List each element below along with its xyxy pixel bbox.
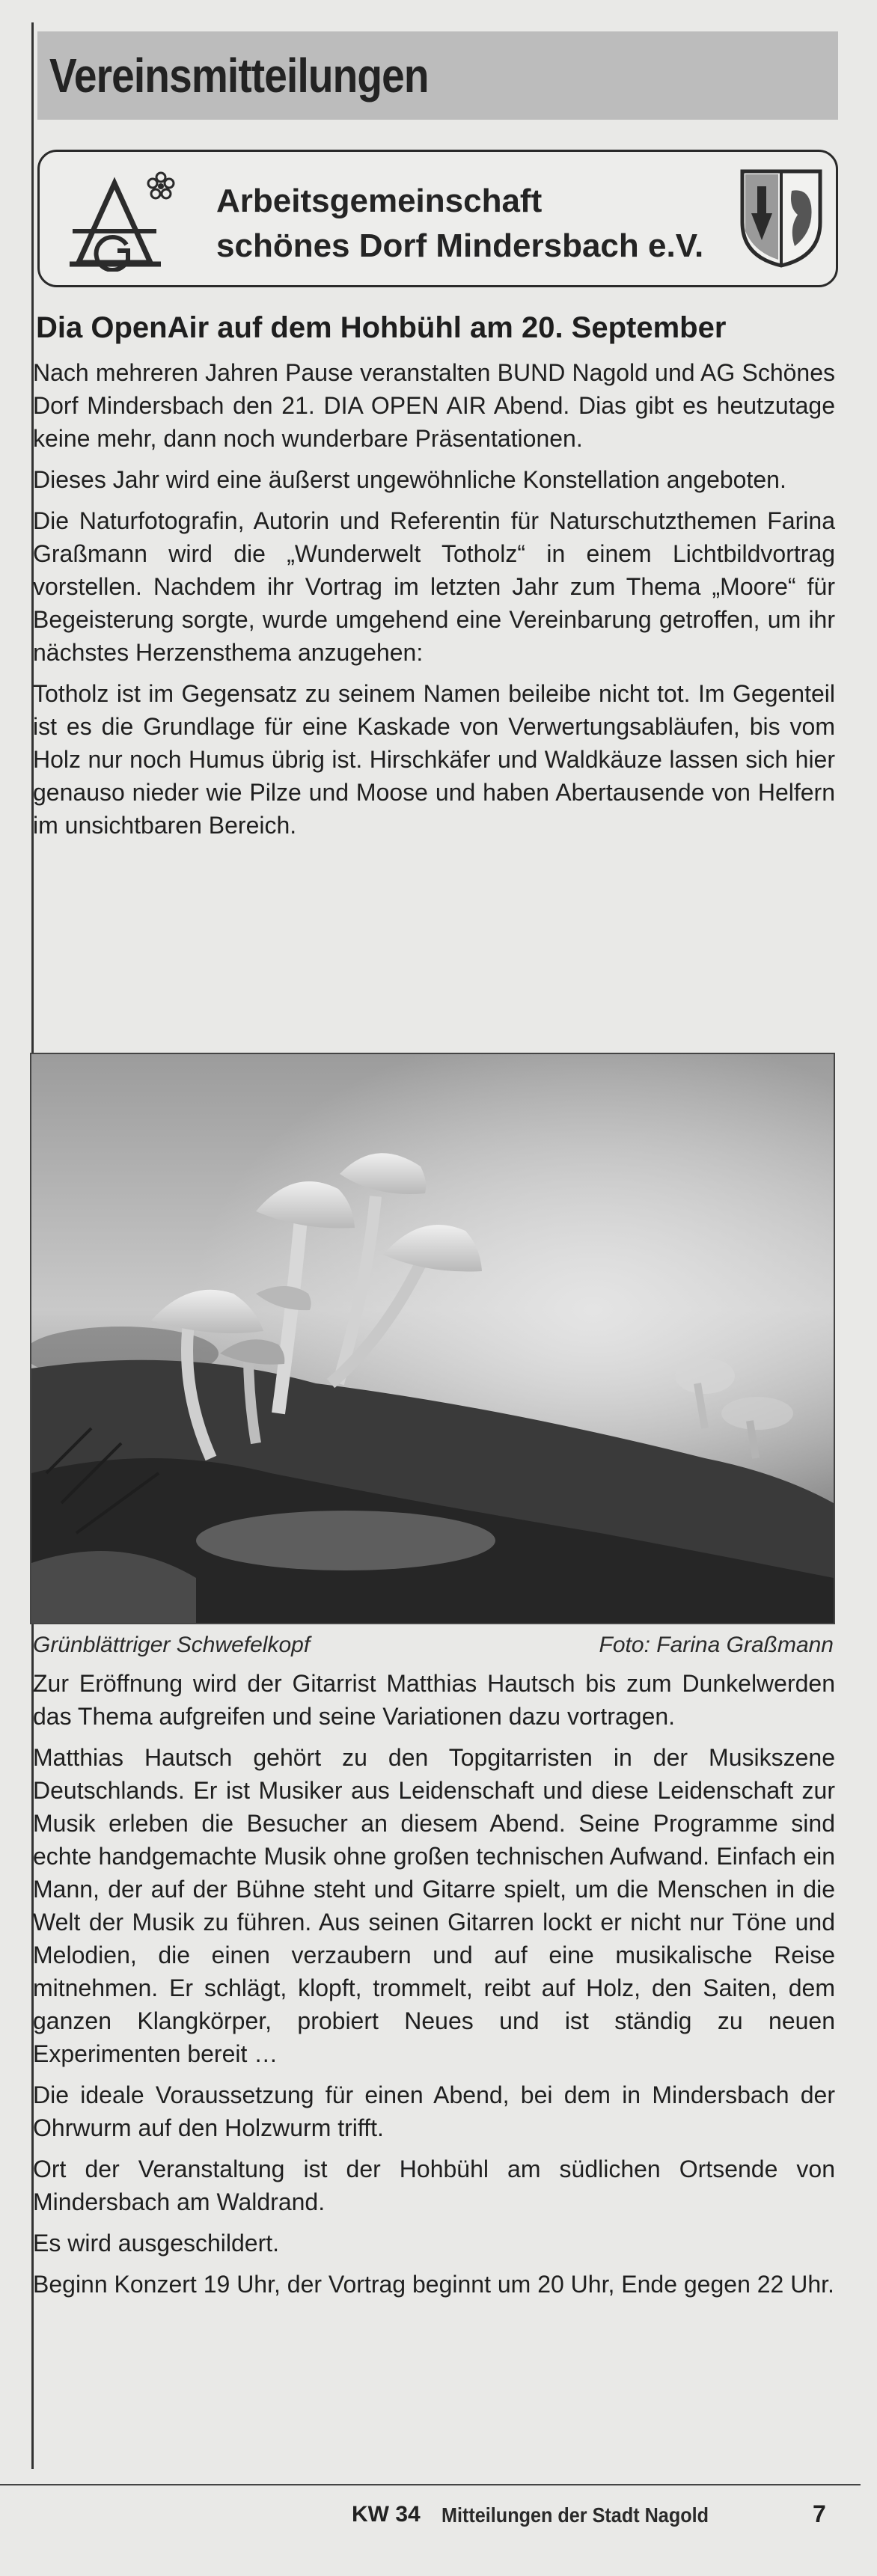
article-paragraph: Totholz ist im Gegensatz zu seinem Namen beileibe nicht tot. Im Gegenteil ist es die Grundlage für eine Kaskade von Verwertungsabläufen, bis vom Holz nur noch Humus übrig ist. Hirschkäfer und Waldkäuze lassen sich hier genauso nieder wie Pilze und Moose und haben Abertausende von Helfern im unsichtbaren Bereich. [33,680,835,839]
mushroom-photo [30,1053,835,1624]
photo-caption: Grünblättriger Schwefelkopf [33,1633,311,1657]
coat-of-arms-icon [739,168,823,269]
footer-week: KW 34 [352,2502,421,2527]
article-paragraph: Ort der Veranstaltung ist der Hohbühl am südlichen Ortsende von Mindersbach am Waldrand. [33,2156,835,2215]
footer-rule [0,2484,861,2485]
article-paragraph: Zur Eröffnung wird der Gitarrist Matthias Hautsch bis zum Dunkelwerden das Thema aufgreifen und seine Variationen dazu vortragen. [33,1670,835,1730]
section-title: Vereinsmitteilungen [49,49,429,103]
organization-banner [37,150,838,287]
article-paragraph: Es wird ausgeschildert. [33,2230,280,2257]
organization-name-line2: schönes Dorf Mindersbach e.V. [216,227,704,264]
article-paragraph: Die Naturfotografin, Autorin und Referentin für Naturschutzthemen Farina Graßmann wird die „Wunderwelt Totholz“ in einem Lichtbildvortrag vorstellen. Nachdem ihr Vortrag im letzten Jahr zum Thema „Moore“ für Begeisterung sorgte, wurde umgehend eine Vereinbarung getroffen, um ihr nächstes Herzensthema anzugehen: [33,507,835,666]
article-body-after-photo [33,1667,835,2301]
section-header [37,31,838,120]
article-paragraph: Die ideale Voraussetzung für einen Abend, bei dem in Mindersbach der Ohrwurm auf den Holzwurm trifft. [33,2081,835,2141]
article-headline: Dia OpenAir auf dem Hohbühl am 20. September [36,311,727,344]
footer-publication-title: Mitteilungen der Stadt Nagold [441,2503,709,2527]
organization-name [216,179,703,269]
photo-credit: Foto: Farina Graßmann [599,1633,834,1657]
article-body-before-photo [33,356,835,842]
ag-logo-icon [68,167,180,272]
article-paragraph: Dieses Jahr wird eine äußerst ungewöhnliche Konstellation angeboten. [33,466,786,493]
article-paragraph: Beginn Konzert 19 Uhr, der Vortrag beginnt um 20 Uhr, Ende gegen 22 Uhr. [33,2271,834,2298]
organization-name-line1: Arbeitsgemeinschaft [216,183,543,219]
article-paragraph: Matthias Hautsch gehört zu den Topgitarristen in der Musikszene Deutschlands. Er ist Musiker aus Leidenschaft und diese Leidenschaft zur Musik erleben die Besucher an diesem Abend. Seine Programme sind echte handgemachte Musik ohne großen technischen Aufwand. Einfach ein Mann, der auf der Bühne steht und Gitarre spielt, um die Menschen in die Welt der Musik zu führen. Aus seinen Gitarren lockt er nicht nur Töne und Melodien, die einen verzaubern und auf eine musikalische Reise mitnehmen. Er schlägt, klopft, trommelt, reibt auf Holz, den Saiten, dem ganzen Klangkörper, probiert Neues und ist ständig zu neuen Experimenten bereit … [33,1744,835,2067]
page-number: 7 [813,2500,826,2527]
article-paragraph: Nach mehreren Jahren Pause veranstalten BUND Nagold und AG Schönes Dorf Mindersbach den 21. DIA OPEN AIR Abend. Dias gibt es heutzutage keine mehr, dann noch wunderbare Präsentationen. [33,359,835,452]
